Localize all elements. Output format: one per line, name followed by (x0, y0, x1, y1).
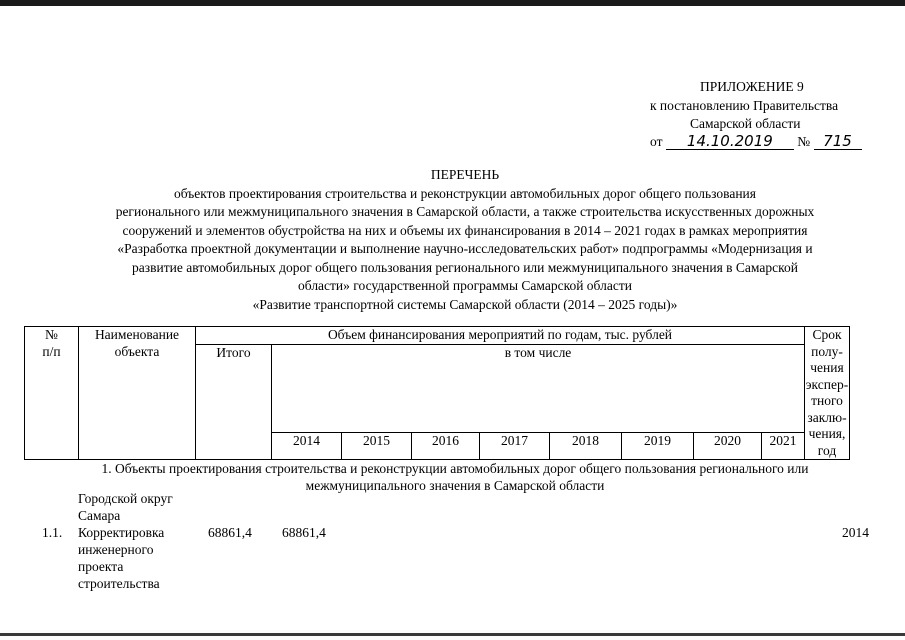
header-year: 2017 (480, 433, 550, 460)
header-including: в том числе (272, 344, 805, 433)
header-year: 2014 (272, 433, 342, 460)
header-year: 2019 (622, 433, 694, 460)
header-year: 2021 (762, 433, 805, 460)
header-year: 2018 (550, 433, 622, 460)
heading-line: «Развитие транспортной системы Самарской области (2014 – 2025 годы)» (252, 296, 678, 312)
appendix-decree-line: к постановлению Правительства (650, 98, 839, 113)
row-term: 2014 (842, 525, 869, 540)
number-prefix: № (797, 134, 811, 149)
header-term: Срок полу- чения экспер- тного заклю- чения, год (805, 327, 849, 458)
heading-line: развитие автомобильных дорог общего пользования регионального или межмуниципального значения в Самарской (132, 259, 798, 275)
appendix-title: ПРИЛОЖЕНИЕ 9 (700, 79, 804, 94)
document-heading (60, 166, 870, 314)
header-year: 2015 (342, 433, 412, 460)
row-total: 68861,4 (208, 525, 252, 540)
row-number: 1.1. (42, 525, 63, 540)
section-title: 1. Объекты проектирования строительства и реконструкции автомобильных дорог общего пользования регионального или межмуниципального значения в Самарской области (101, 461, 809, 493)
appendix-date-number-line (650, 133, 862, 151)
handwritten-date: 14.10.2019 (666, 134, 794, 150)
heading-line: области» государственной программы Самарской области (298, 278, 632, 293)
header-year: 2016 (412, 433, 480, 460)
header-name: Наименование объекта (79, 327, 196, 460)
heading-line: объектов проектирования строительства и реконструкции автомобильных дорог общего пользования (173, 185, 756, 201)
header-num: № п/п (25, 327, 79, 460)
bottom-border-line (0, 633, 905, 636)
header-funding: Объем финансирования мероприятий по годам, тыс. рублей (196, 327, 805, 345)
funding-table (24, 326, 850, 460)
row-object-name: Городской округ Самара Корректировка инженерного проекта строительства (78, 491, 173, 591)
heading-line: регионального или межмуниципального значения в Самарской области, а также строительства искусственных дорожных (115, 204, 815, 219)
row-2014-value: 68861,4 (282, 525, 326, 540)
date-prefix: от (650, 134, 663, 149)
header-year: 2020 (694, 433, 762, 460)
handwritten-number: 715 (814, 134, 862, 150)
heading-line: сооружений и элементов обустройства на них и объемы их финансирования в 2014 – 2021 годах в рамках мероприятия (122, 222, 808, 238)
appendix-region-line: Самарской области (690, 116, 801, 131)
document-title: ПЕРЕЧЕНЬ (430, 167, 500, 182)
heading-line: «Разработка проектной документации и выполнение научно-исследовательских работ» подпрограммы «Модернизация и (117, 241, 813, 256)
top-border-line (0, 0, 905, 6)
header-total: Итого (196, 344, 272, 460)
